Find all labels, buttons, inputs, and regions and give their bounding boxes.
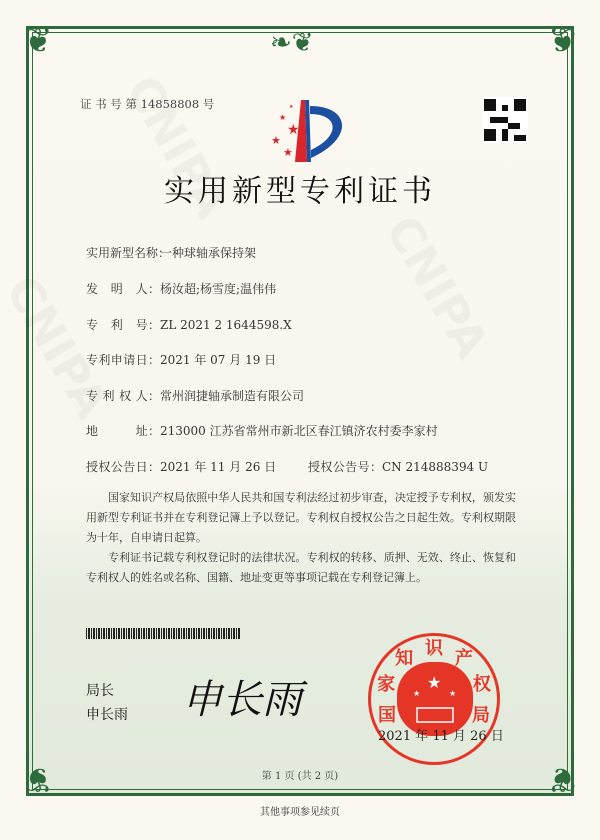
- field-grant-date: 授权公告日：2021 年 11 月 26 日: [86, 460, 277, 474]
- signature: 申长雨: [182, 677, 302, 723]
- field-inventors: 发 明 人：杨汝超;杨雪度;温伟伟: [86, 282, 277, 296]
- signatory-title: 局长: [86, 683, 114, 699]
- svg-text:★: ★: [289, 104, 294, 110]
- barcode: [86, 628, 240, 639]
- svg-text:★: ★: [271, 134, 281, 147]
- footer-note: 其他事项参见续页: [260, 807, 340, 818]
- seal-character: 局: [471, 705, 490, 727]
- field-utility-model-name: 实用新型名称：一种球轴承保持架: [86, 246, 257, 260]
- svg-text:★: ★: [427, 673, 442, 692]
- svg-text:★: ★: [283, 146, 293, 159]
- field-grant-announcement-number: 授权公告号：CN 214888394 U: [308, 460, 489, 474]
- corner-ornament-icon: ❦: [547, 759, 576, 799]
- top-ornament-icon: ❧❦: [270, 28, 314, 58]
- page-title: 实用新型专利证书: [164, 174, 436, 209]
- field-application-date: 专利申请日：2021 年 07 月 19 日: [86, 353, 277, 367]
- field-patentee: 专 利 权 人：常州润捷轴承制造有限公司: [86, 389, 305, 403]
- seal-character: 权: [472, 673, 491, 695]
- qr-code: [482, 97, 528, 143]
- paragraph-legal-status: 专利证书记载专利权登记时的法律状况。专利权的转移、质押、无效、终止、恢复和专利权人的姓名或名称、国籍、地址变更等事项记载在专利登记簿上。: [86, 551, 516, 584]
- seal-character: 家: [377, 673, 396, 695]
- signatory-name: 申长雨: [86, 707, 128, 723]
- svg-text:★: ★: [413, 689, 421, 698]
- page-indicator: 第 1 页 (共 2 页): [261, 771, 339, 782]
- seal-character: 识: [425, 638, 443, 659]
- corner-ornament-icon: ❦: [24, 759, 53, 799]
- official-seal: [368, 633, 500, 765]
- cnipa-logo-icon: [255, 98, 355, 166]
- seal-character: 国: [378, 705, 396, 727]
- field-address: 地 址：213000 江苏省常州市新北区春江镇济农村委李家村: [86, 424, 438, 438]
- paragraph-grant-statement: 国家知识产权局依照中华人民共和国专利法经过初步审查，决定授予专利权，颁发实用新型专利证书并在专利登记簿上予以登记。专利权自授权公告之日起生效。专利权期限为十年，自申请日起算。: [86, 491, 516, 544]
- corner-ornament-icon: ❦: [547, 21, 576, 61]
- certificate-number: 证 书 号 第 14858808 号: [80, 97, 215, 111]
- corner-ornament-icon: ❦: [24, 21, 53, 61]
- seal-character: 知: [395, 647, 414, 669]
- svg-text:★: ★: [279, 113, 287, 122]
- seal-character: 产: [454, 647, 473, 669]
- seal-date: 2021 年 11 月 26 日: [378, 729, 504, 744]
- svg-text:★: ★: [287, 122, 300, 138]
- svg-text:★: ★: [449, 689, 457, 698]
- field-patent-number: 专 利 号：ZL 2021 2 1644598.X: [86, 318, 292, 332]
